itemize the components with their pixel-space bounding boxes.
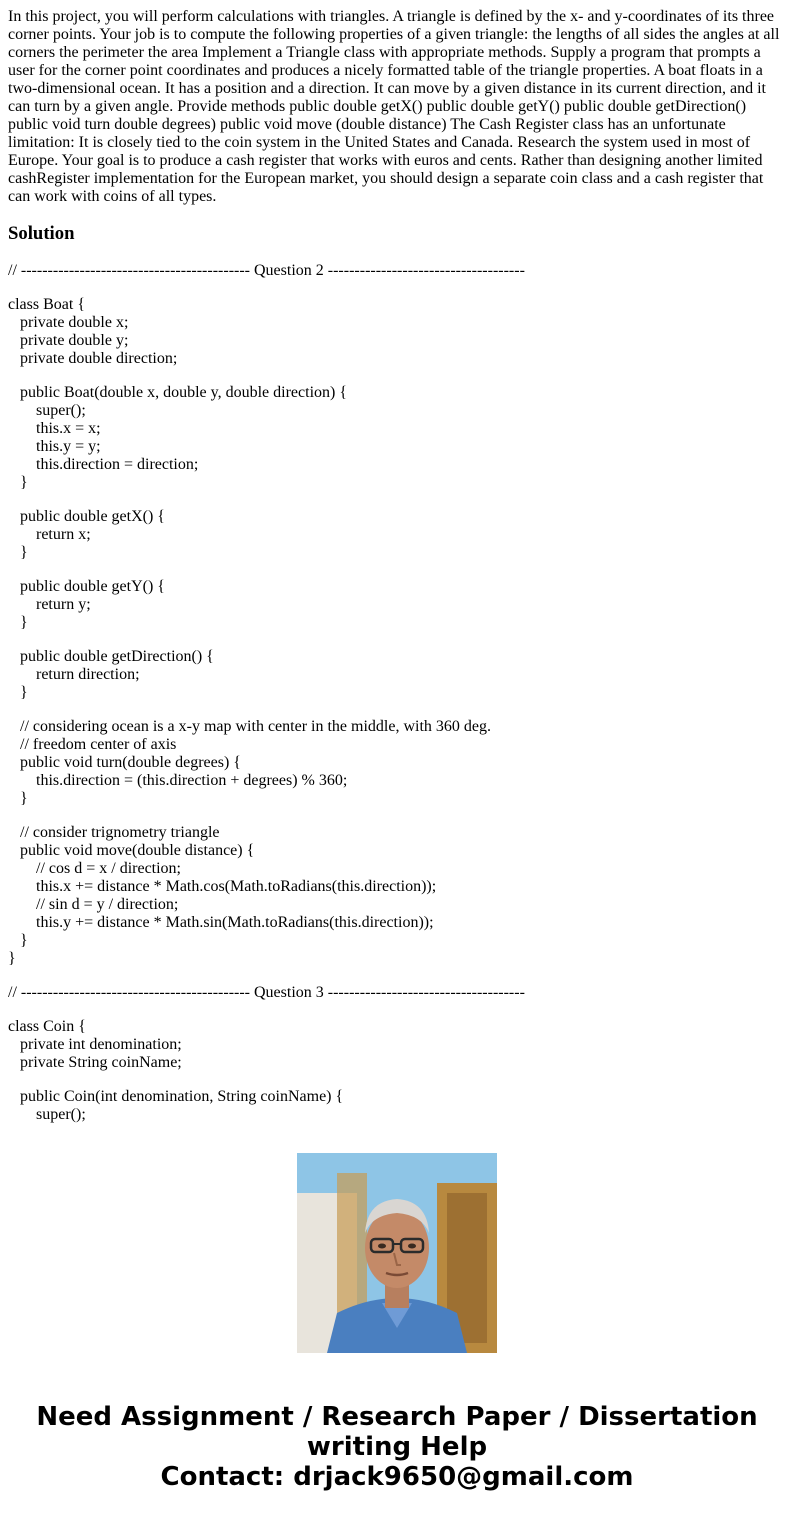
code-line: return x; xyxy=(8,526,91,543)
code-line: // consider trignometry triangle xyxy=(8,824,220,841)
code-line: private double y; xyxy=(8,332,129,349)
footer-help-text: Need Assignment / Research Paper / Dissertation writing Help xyxy=(36,1402,758,1462)
code-line: } xyxy=(8,950,16,967)
code-block xyxy=(8,262,786,1123)
code-line: } xyxy=(8,684,28,701)
code-line: public void move(double distance) { xyxy=(8,842,255,859)
footer-contact-text: Contact: drjack9650@gmail.com xyxy=(160,1462,634,1492)
code-line: } xyxy=(8,614,28,631)
document-body xyxy=(8,8,786,1123)
code-line: public Coin(int denomination, String coinName) { xyxy=(8,1088,344,1105)
code-line: } xyxy=(8,544,28,561)
code-line: public void turn(double degrees) { xyxy=(8,754,241,771)
author-portrait-icon xyxy=(297,1153,497,1353)
footer-banner xyxy=(0,1402,794,1492)
question-text: In this project, you will perform calculations with triangles. A triangle is defined by the x- and y-coordinates of its three corner points. Your job is to compute the following properties of a given triangle: the lengths of all sides the angles at all corners the perimeter the area Implement a Triangle class with appropriate methods. Supply a program that prompts a user for the corner point coordinates and produces a nicely formatted table of the triangle properties. A boat floats in a two-dimensional ocean. It has a position and a direction. It can move by a given distance in its current direction, and it can turn by a given angle. Provide methods public double getX() public double getY() public double getDirection() public void turn double degrees) public void move (double distance) The Cash Register class has an unfortunate limitation: It is closely tied to the coin system in the United States and Canada. Research the system used in most of Europe. Your goal is to produce a cash register that works with euros and cents. Rather than designing another limited cashRegister implementation for the European market, you should design a separate coin class and a cash register that can work with coins of all types. xyxy=(8,8,780,205)
code-line: } xyxy=(8,474,28,491)
solution-heading: Solution xyxy=(8,223,75,244)
code-line: // sin d = y / direction; xyxy=(8,896,179,913)
code-line: return direction; xyxy=(8,666,140,683)
code-line: public Boat(double x, double y, double direction) { xyxy=(8,384,348,401)
code-line: this.x += distance * Math.cos(Math.toRadians(this.direction)); xyxy=(8,878,437,895)
code-line: private double direction; xyxy=(8,350,178,367)
code-line: return y; xyxy=(8,596,91,613)
code-line: this.y = y; xyxy=(8,438,101,455)
code-line: // ------------------------------------------- Question 2 ------------------------------------- xyxy=(8,262,525,279)
code-line: private String coinName; xyxy=(8,1054,182,1071)
code-line: class Boat { xyxy=(8,296,85,313)
author-avatar xyxy=(297,1153,497,1353)
code-line: // cos d = x / direction; xyxy=(8,860,181,877)
code-line: this.y += distance * Math.sin(Math.toRadians(this.direction)); xyxy=(8,914,434,931)
code-line: public double getDirection() { xyxy=(8,648,214,665)
code-line: } xyxy=(8,790,28,807)
code-line: public double getX() { xyxy=(8,508,165,525)
code-line: super(); xyxy=(8,1106,86,1123)
code-line: super(); xyxy=(8,402,86,419)
code-line: private double x; xyxy=(8,314,129,331)
code-line: this.x = x; xyxy=(8,420,101,437)
code-line: // freedom center of axis xyxy=(8,736,177,753)
code-line: public double getY() { xyxy=(8,578,165,595)
code-line: this.direction = (this.direction + degrees) % 360; xyxy=(8,772,348,789)
code-line: // considering ocean is a x-y map with center in the middle, with 360 deg. xyxy=(8,718,491,735)
code-line: // ------------------------------------------- Question 3 ------------------------------------- xyxy=(8,984,525,1001)
code-line: class Coin { xyxy=(8,1018,86,1035)
code-line: this.direction = direction; xyxy=(8,456,199,473)
code-line: } xyxy=(8,932,28,949)
code-line: private int denomination; xyxy=(8,1036,182,1053)
